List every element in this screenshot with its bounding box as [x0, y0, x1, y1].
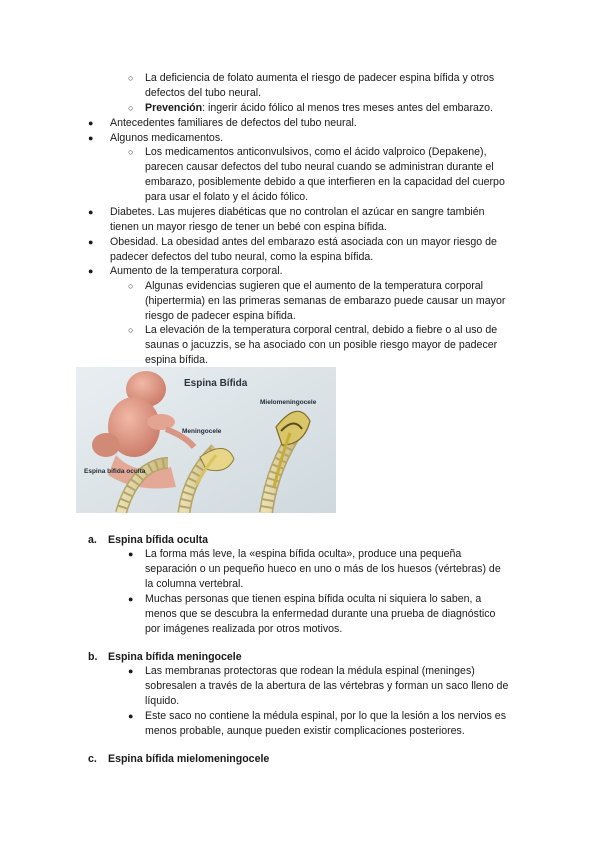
list-item-text: defectos del tubo neural.: [145, 87, 262, 99]
bullet-icon: ●: [88, 266, 94, 276]
bullet-icon: ●: [128, 666, 134, 676]
section-heading-a: [88, 533, 208, 548]
circle-bullet-icon: ○: [128, 73, 134, 83]
list-item-text: Muchas personas que tienen espina bífida oculta ni siquiera lo saben, a: [145, 593, 482, 605]
list-item-text: (hipertermia) en las primeras semanas de embarazo puede causar un mayor: [145, 295, 506, 307]
label-mielomeningocele: Mielomeningocele: [260, 399, 317, 406]
section-label: b.: [88, 651, 98, 663]
bullet-icon: ●: [88, 118, 94, 128]
bullet-icon: ●: [88, 207, 94, 217]
circle-bullet-icon: ○: [128, 103, 134, 113]
section-title: Espina bífida meningocele: [108, 651, 242, 663]
section-title: Espina bífida oculta: [108, 534, 209, 546]
list-item-text: separación o un pequeño hueco en uno o más de los huesos (vértebras) de: [145, 563, 501, 575]
list-item-text: líquido.: [145, 695, 180, 707]
spina-bifida-illustration: [76, 367, 336, 513]
list-item-text: Aumento de la temperatura corporal.: [110, 265, 283, 277]
label-meningocele: Meningocele: [182, 428, 222, 435]
list-item-text: padecer defectos del tubo neural, como la espina bífida.: [110, 251, 374, 263]
list-item-text: saunas o jacuzzis, se ha asociado con un posible riesgo mayor de padecer: [145, 339, 498, 351]
figure-title: Espina Bífida: [184, 378, 248, 389]
list-item-text: para usar el folato y el ácido fólico.: [145, 191, 309, 203]
section-title: Espina bífida mielomeningocele: [108, 753, 270, 765]
bullet-icon: ●: [128, 594, 134, 604]
list-item-text: [145, 101, 493, 116]
list-item-text: Obesidad. La obesidad antes del embarazo está asociada con un mayor riesgo de: [110, 236, 497, 248]
bullet-icon: ●: [88, 133, 94, 143]
circle-bullet-icon: ○: [128, 281, 134, 291]
list-item-text: La deficiencia de folato aumenta el riesgo de padecer espina bífida y otros: [145, 72, 495, 84]
circle-bullet-icon: ○: [128, 147, 134, 157]
list-item-text: Antecedentes familiares de defectos del tubo neural.: [110, 117, 357, 129]
bold-term: Prevención: [145, 102, 203, 114]
list-item-text: sobresalen a través de la abertura de las vértebras y forman un saco lleno de: [145, 680, 509, 692]
list-item-text: menos que se descubra la enfermedad durante una prueba de diagnóstico: [145, 608, 496, 620]
circle-bullet-icon: ○: [128, 325, 134, 335]
list-item-text: tienen un mayor riesgo de tener un bebé con espina bífida.: [110, 221, 387, 233]
list-item-text: espina bífida.: [145, 354, 209, 366]
section-label: c.: [88, 753, 97, 765]
list-item-text: Algunas evidencias sugieren que el aumento de la temperatura corporal: [145, 280, 484, 292]
bullet-icon: ●: [128, 711, 134, 721]
label-oculta: Espina bífida oculta: [84, 468, 146, 475]
list-item-text: Diabetes. Las mujeres diabéticas que no controlan el azúcar en sangre también: [110, 206, 485, 218]
list-item-text: Los medicamentos anticonvulsivos, como el ácido valproico (Depakene),: [145, 146, 487, 158]
list-item-text: parecen causar defectos del tubo neural cuando se administran durante el: [145, 161, 494, 173]
list-item-text: Este saco no contiene la médula espinal, por lo que la lesión a los nervios es: [145, 710, 506, 722]
list-item-text: la columna vertebral.: [145, 578, 244, 590]
list-item-text: menos probable, aunque pueden existir complicaciones posteriores.: [145, 725, 465, 737]
list-item-text: La forma más leve, la «espina bífida oculta», produce una pequeña: [145, 548, 462, 560]
list-item-rest: : ingerir ácido fólico al menos tres meses antes del embarazo.: [202, 102, 494, 114]
bullet-icon: ●: [128, 549, 134, 559]
list-item-text: Algunos medicamentos.: [110, 132, 224, 144]
list-item-text: embarazo, posiblemente debido a que interfieren en la capacidad del cuerpo: [145, 176, 505, 188]
list-item-text: riesgo de padecer espina bífida.: [145, 310, 296, 322]
list-item-text: Las membranas protectoras que rodean la médula espinal (meninges): [145, 665, 475, 677]
section-label: a.: [88, 534, 97, 546]
list-item-text: La elevación de la temperatura corporal central, debido a fiebre o al uso de: [145, 324, 498, 336]
section-heading-c: [88, 752, 269, 767]
list-item-text: por imágenes realizada por otros motivos.: [145, 623, 343, 635]
section-heading-b: [88, 650, 242, 665]
bullet-icon: ●: [88, 237, 94, 247]
